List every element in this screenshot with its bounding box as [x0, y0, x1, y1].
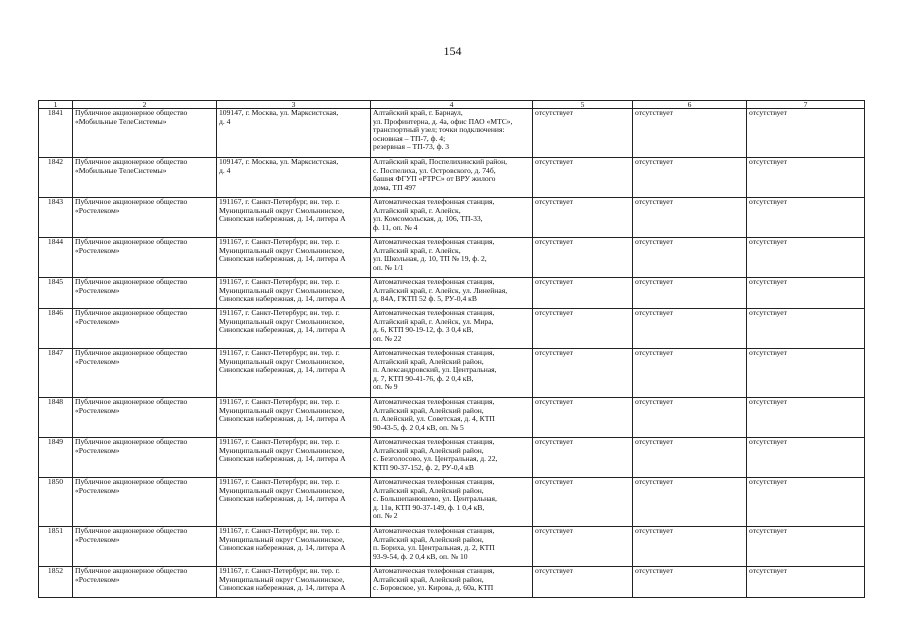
- column-header-7: 7: [747, 101, 865, 109]
- object-location: Автоматическая телефонная станция, Алтайский край, Алейский район, п. Алейский, ул. Советская, д. 4, КТП 90-43-5, ф. 2 0,4 кВ, оп. № 5: [371, 398, 533, 438]
- organization-address: 191167, г. Санкт-Петербург, вн. тер. г. Муниципальный округ Смольнинское, Синопская набережная, д. 14, литера А: [217, 238, 371, 278]
- row-number: 1846: [39, 309, 73, 349]
- organization-name: Публичное акционерное общество «Ростелеком»: [73, 398, 217, 438]
- row-number: 1845: [39, 278, 73, 309]
- organization-name: Публичное акционерное общество «Ростелеком»: [73, 567, 217, 598]
- page-number: 154: [443, 44, 462, 58]
- column-7-value: отсутствует: [747, 238, 865, 278]
- column-header-3: 3: [217, 101, 371, 109]
- column-7-value: отсутствует: [747, 349, 865, 398]
- column-5-value: отсутствует: [533, 278, 633, 309]
- column-7-value: отсутствует: [747, 158, 865, 198]
- column-5-value: отсутствует: [533, 438, 633, 478]
- column-header-5: 5: [533, 101, 633, 109]
- column-6-value: отсутствует: [633, 478, 747, 527]
- object-location: Автоматическая телефонная станция, Алтайский край, г. Алейск, ул. Линейная, д. 84А, ГКТП 52 ф. 5, РУ-0,4 кВ: [371, 278, 533, 309]
- column-7-value: отсутствует: [747, 109, 865, 158]
- table-row: [39, 438, 865, 478]
- column-header-4: 4: [371, 101, 533, 109]
- column-6-value: отсутствует: [633, 527, 747, 567]
- row-number: 1847: [39, 349, 73, 398]
- row-number: 1842: [39, 158, 73, 198]
- organization-address: 191167, г. Санкт-Петербург, вн. тер. г. Муниципальный округ Смольнинское, Синопская набережная, д. 14, литера А: [217, 309, 371, 349]
- organization-address: 191167, г. Санкт-Петербург, вн. тер. г. Муниципальный округ Смольнинское, Синопская набережная, д. 14, литера А: [217, 398, 371, 438]
- organization-name: Публичное акционерное общество «Ростелеком»: [73, 438, 217, 478]
- organization-address: 191167, г. Санкт-Петербург, вн. тер. г. Муниципальный округ Смольнинское, Синопская набережная, д. 14, литера А: [217, 567, 371, 598]
- table-row: [39, 278, 865, 309]
- table-row: [39, 238, 865, 278]
- organization-address: 191167, г. Санкт-Петербург, вн. тер. г. Муниципальный округ Смольнинское, Синопская набережная, д. 14, литера А: [217, 349, 371, 398]
- column-header-1: 1: [39, 101, 73, 109]
- row-number: 1841: [39, 109, 73, 158]
- table-row: [39, 158, 865, 198]
- column-6-value: отсутствует: [633, 278, 747, 309]
- column-5-value: отсутствует: [533, 398, 633, 438]
- column-7-value: отсутствует: [747, 527, 865, 567]
- object-location: Автоматическая телефонная станция, Алтайский край, г. Алейск, ул. Комсомольская, д. 106, ТП-33, ф. 11, оп. № 4: [371, 198, 533, 238]
- object-location: Автоматическая телефонная станция, Алтайский край, Алейский район, с. Боровское, ул. Кирова, д. 60а, КТП: [371, 567, 533, 598]
- column-5-value: отсутствует: [533, 567, 633, 598]
- column-5-value: отсутствует: [533, 158, 633, 198]
- column-7-value: отсутствует: [747, 198, 865, 238]
- column-7-value: отсутствует: [747, 398, 865, 438]
- column-7-value: отсутствует: [747, 438, 865, 478]
- row-number: 1848: [39, 398, 73, 438]
- organization-name: Публичное акционерное общество «Ростелеком»: [73, 238, 217, 278]
- column-6-value: отсутствует: [633, 238, 747, 278]
- table-row: [39, 349, 865, 398]
- registry-table: [38, 100, 865, 598]
- organization-address: 109147, г. Москва, ул. Марксистская, д. 4: [217, 158, 371, 198]
- header-row: [39, 101, 865, 109]
- organization-name: Публичное акционерное общество «Ростелеком»: [73, 527, 217, 567]
- organization-address: 109147, г. Москва, ул. Марксистская, д. 4: [217, 109, 371, 158]
- column-5-value: отсутствует: [533, 109, 633, 158]
- column-7-value: отсутствует: [747, 478, 865, 527]
- organization-address: 191167, г. Санкт-Петербург, вн. тер. г. Муниципальный округ Смольнинское, Синопская набережная, д. 14, литера А: [217, 278, 371, 309]
- object-location: Автоматическая телефонная станция, Алтайский край, Алейский район, п. Александровский, ул. Центральная, д. 7, КТП 90-41-76, ф. 2 0,4 кВ, оп. № 9: [371, 349, 533, 398]
- column-5-value: отсутствует: [533, 309, 633, 349]
- table-row: [39, 109, 865, 158]
- organization-address: 191167, г. Санкт-Петербург, вн. тер. г. Муниципальный округ Смольнинское, Синопская набережная, д. 14, литера А: [217, 478, 371, 527]
- column-6-value: отсутствует: [633, 567, 747, 598]
- organization-name: Публичное акционерное общество «Мобильные ТелеСистемы»: [73, 109, 217, 158]
- column-7-value: отсутствует: [747, 309, 865, 349]
- column-6-value: отсутствует: [633, 198, 747, 238]
- column-7-value: отсутствует: [747, 567, 865, 598]
- table-row: [39, 398, 865, 438]
- object-location: Автоматическая телефонная станция, Алтайский край, г. Алейск, ул. Школьная, д. 10, ТП № 19, ф. 2, оп. № 1/1: [371, 238, 533, 278]
- column-header-2: 2: [73, 101, 217, 109]
- row-number: 1844: [39, 238, 73, 278]
- table-row: [39, 198, 865, 238]
- object-location: Автоматическая телефонная станция, Алтайский край, Алейский район, п. Бориха, ул. Центральная, д. 2, КТП 93-9-54, ф. 2 0,4 кВ, оп. № 10: [371, 527, 533, 567]
- object-location: Алтайский край, Поспелихинский район, с. Поспелиха, ул. Островского, д. 74б, башня ФГУП «РТРС» от ВРУ жилого дома, ТП 497: [371, 158, 533, 198]
- column-6-value: отсутствует: [633, 158, 747, 198]
- organization-name: Публичное акционерное общество «Ростелеком»: [73, 309, 217, 349]
- object-location: Автоматическая телефонная станция, Алтайский край, Алейский район, с. Большепанюшево, ул. Центральная, д. 11в, КТП 90-37-149, ф. 1 0,4 кВ, оп. № 2: [371, 478, 533, 527]
- organization-address: 191167, г. Санкт-Петербург, вн. тер. г. Муниципальный округ Смольнинское, Синопская набережная, д. 14, литера А: [217, 438, 371, 478]
- row-number: 1849: [39, 438, 73, 478]
- row-number: 1850: [39, 478, 73, 527]
- column-5-value: отсутствует: [533, 527, 633, 567]
- object-location: Автоматическая телефонная станция, Алтайский край, Алейский район, с. Безголосово, ул. Центральная, д. 22, КТП 90-37-152, ф. 2, РУ-0,4 кВ: [371, 438, 533, 478]
- organization-name: Публичное акционерное общество «Ростелеком»: [73, 198, 217, 238]
- row-number: 1843: [39, 198, 73, 238]
- table-row: [39, 309, 865, 349]
- column-5-value: отсутствует: [533, 349, 633, 398]
- organization-name: Публичное акционерное общество «Ростелеком»: [73, 478, 217, 527]
- row-number: 1851: [39, 527, 73, 567]
- column-7-value: отсутствует: [747, 278, 865, 309]
- organization-name: Публичное акционерное общество «Мобильные ТелеСистемы»: [73, 158, 217, 198]
- organization-address: 191167, г. Санкт-Петербург, вн. тер. г. Муниципальный округ Смольнинское, Синопская набережная, д. 14, литера А: [217, 198, 371, 238]
- column-5-value: отсутствует: [533, 478, 633, 527]
- object-location: Автоматическая телефонная станция, Алтайский край, г. Алейск, ул. Мира, д. 6, КТП 90-19-12, ф. 3 0,4 кВ, оп. № 22: [371, 309, 533, 349]
- column-5-value: отсутствует: [533, 238, 633, 278]
- organization-address: 191167, г. Санкт-Петербург, вн. тер. г. Муниципальный округ Смольнинское, Синопская набережная, д. 14, литера А: [217, 527, 371, 567]
- table-row: [39, 567, 865, 598]
- column-6-value: отсутствует: [633, 109, 747, 158]
- organization-name: Публичное акционерное общество «Ростелеком»: [73, 349, 217, 398]
- column-5-value: отсутствует: [533, 198, 633, 238]
- column-6-value: отсутствует: [633, 349, 747, 398]
- column-6-value: отсутствует: [633, 398, 747, 438]
- organization-name: Публичное акционерное общество «Ростелеком»: [73, 278, 217, 309]
- object-location: Алтайский край, г. Барнаул, ул. Профинтерна, д. 4а, офис ПАО «МТС», транспортный узел; точки подключения: основная – ТП-7, ф. 4; резервная – ТП-73, ф. 3: [371, 109, 533, 158]
- column-header-6: 6: [633, 101, 747, 109]
- table-row: [39, 478, 865, 527]
- column-6-value: отсутствует: [633, 438, 747, 478]
- table-row: [39, 527, 865, 567]
- row-number: 1852: [39, 567, 73, 598]
- column-6-value: отсутствует: [633, 309, 747, 349]
